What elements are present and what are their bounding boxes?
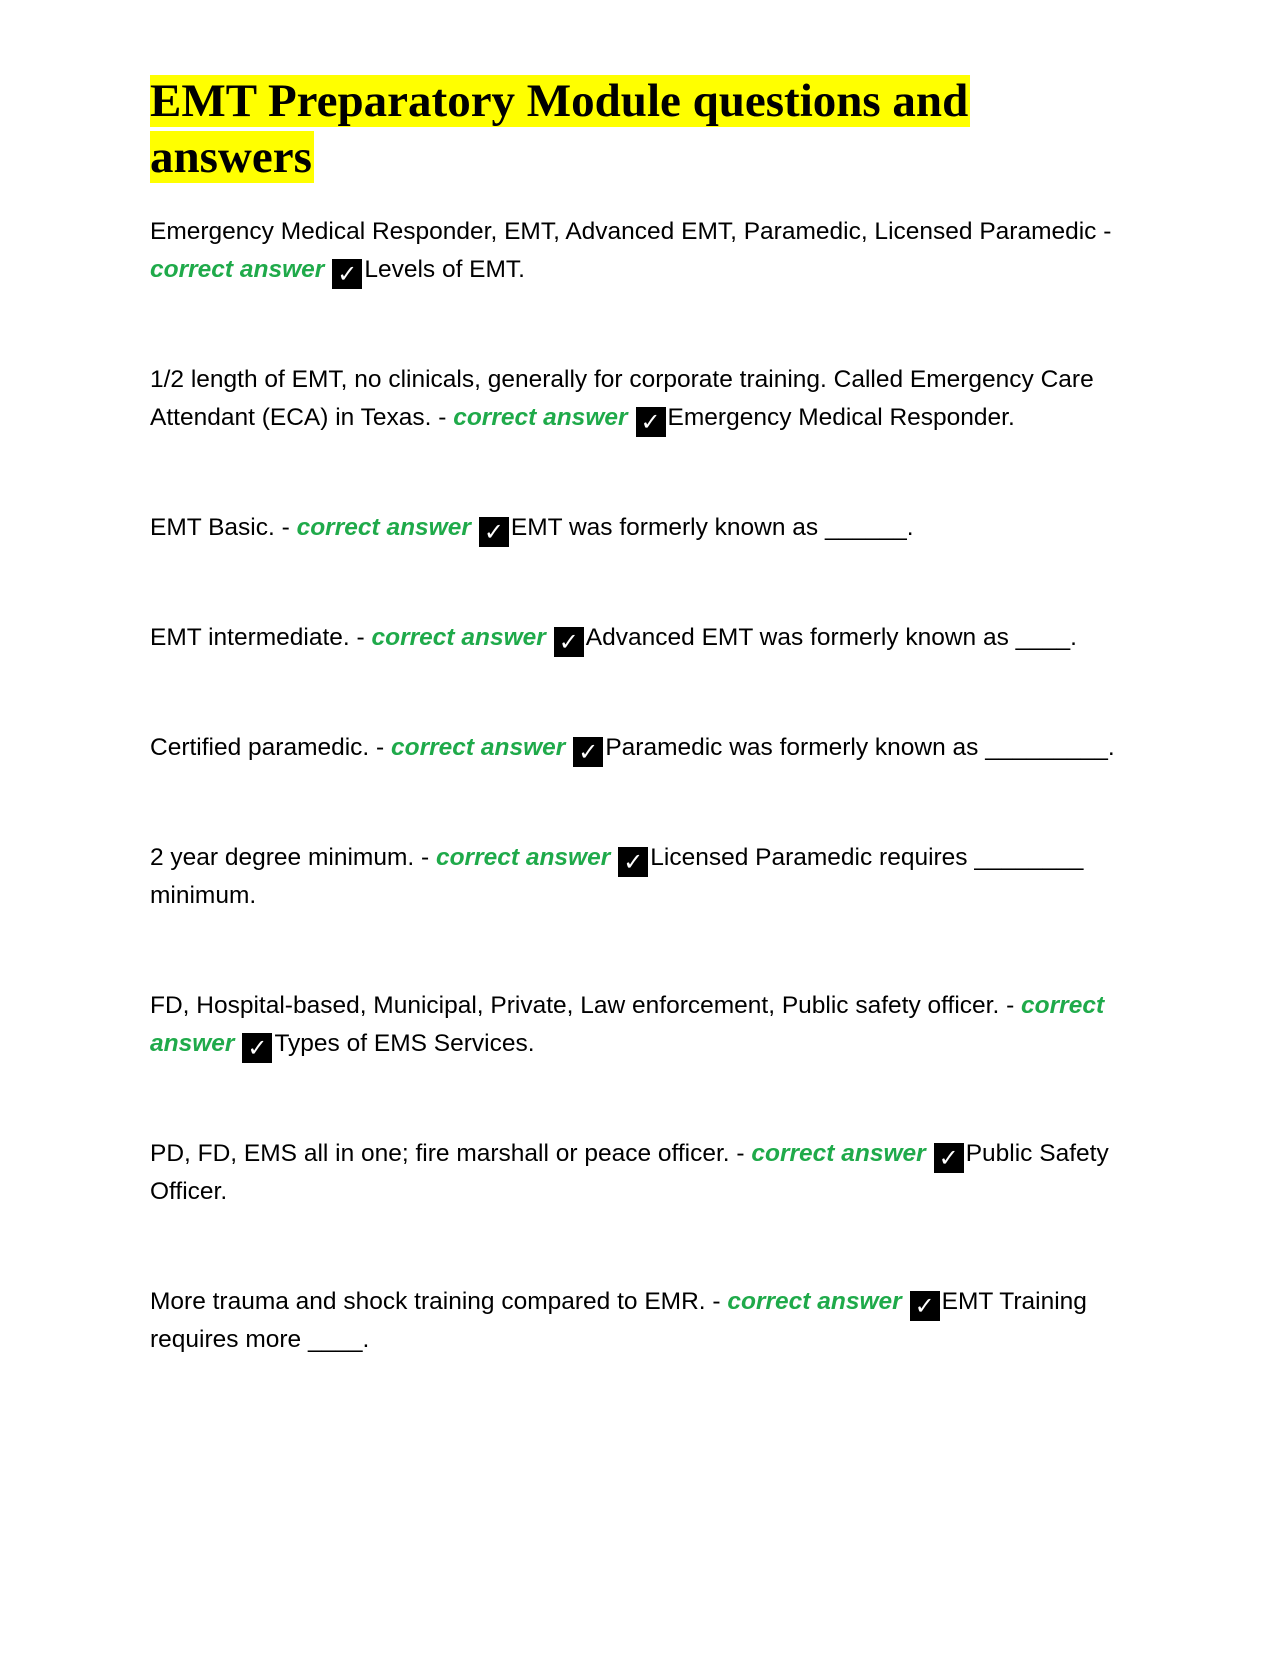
correct-answer-label: correct answer (150, 256, 325, 283)
title-highlight: EMT Preparatory Module questions and answers (150, 75, 969, 183)
checkbox-checked-icon: ✓ (554, 627, 584, 657)
question-text: More trauma and shock training compared to EMR. - (150, 1288, 728, 1315)
answer-text: EMT was formerly known as ______. (510, 514, 914, 541)
checkbox-checked-icon: ✓ (934, 1143, 964, 1173)
qa-item (150, 619, 1130, 657)
correct-answer-label: correct answer (453, 404, 628, 431)
question-text: EMT Basic. - (150, 514, 297, 541)
qa-item (150, 1135, 1130, 1211)
answer-text: Emergency Medical Responder. (667, 404, 1015, 431)
document-title (150, 73, 1130, 185)
question-text: FD, Hospital-based, Municipal, Private, Law enforcement, Public safety officer. - (150, 992, 1022, 1019)
checkbox-checked-icon: ✓ (636, 407, 666, 437)
answer-text: Paramedic was formerly known as _________. (605, 734, 1115, 761)
checkbox-checked-icon: ✓ (479, 517, 509, 547)
answer-text: Types of EMS Services. (274, 1030, 535, 1057)
qa-list (150, 213, 1130, 1359)
correct-answer-label: correct answer (150, 992, 1105, 1057)
answer-text: Licensed Paramedic requires ________ minimum. (150, 844, 1084, 909)
qa-item (150, 1283, 1130, 1359)
checkbox-checked-icon: ✓ (910, 1291, 940, 1321)
qa-item (150, 987, 1130, 1063)
checkbox-checked-icon: ✓ (242, 1033, 272, 1063)
correct-answer-label: correct answer (751, 1140, 926, 1167)
question-text: EMT intermediate. - (150, 624, 372, 651)
correct-answer-label: correct answer (371, 624, 546, 651)
answer-text: Advanced EMT was formerly known as ____. (585, 624, 1077, 651)
qa-item (150, 729, 1130, 767)
qa-item (150, 839, 1130, 915)
answer-text: Public Safety Officer. (150, 1140, 1109, 1205)
answer-text: EMT Training requires more ____. (150, 1288, 1087, 1353)
qa-item (150, 361, 1130, 437)
correct-answer-label: correct answer (391, 734, 566, 761)
question-text: Emergency Medical Responder, EMT, Advanced EMT, Paramedic, Licensed Paramedic - (150, 218, 1112, 245)
checkbox-checked-icon: ✓ (573, 737, 603, 767)
qa-item (150, 509, 1130, 547)
correct-answer-label: correct answer (296, 514, 471, 541)
document-page (150, 73, 1130, 1359)
question-text: PD, FD, EMS all in one; fire marshall or peace officer. - (150, 1140, 752, 1167)
correct-answer-label: correct answer (435, 844, 611, 871)
checkbox-checked-icon: ✓ (618, 847, 648, 877)
answer-text: Levels of EMT. (364, 256, 525, 283)
question-text: 2 year degree minimum. - (150, 844, 436, 871)
qa-item (150, 213, 1130, 289)
correct-answer-label: correct answer (727, 1288, 902, 1315)
question-text: 1/2 length of EMT, no clinicals, generally for corporate training. Called Emergency Care Attendant (ECA) in Texas. - (150, 366, 1094, 431)
checkbox-checked-icon: ✓ (332, 259, 362, 289)
question-text: Certified paramedic. - (150, 734, 392, 761)
